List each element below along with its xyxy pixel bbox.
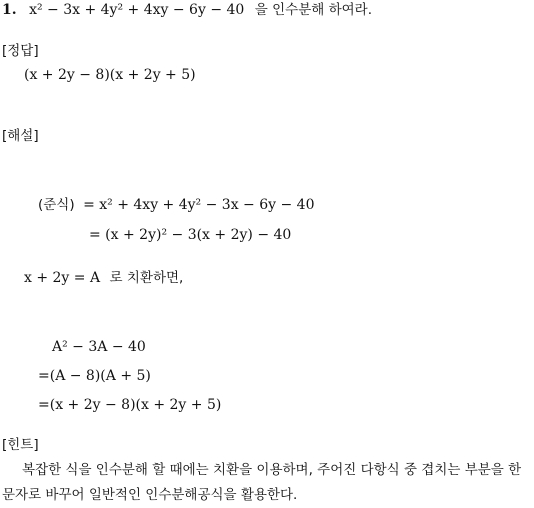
sub-line-2: =(A − 8)(A + 5)	[38, 368, 151, 384]
explanation-step1	[38, 195, 315, 215]
problem-instruction: 을 인수분해 하여라.	[254, 2, 372, 18]
sub-line-3: =(x + 2y − 8)(x + 2y + 5)	[38, 397, 222, 413]
problem-line	[2, 0, 372, 20]
hint-label: [힌트]	[2, 437, 39, 453]
step1-rhs: = x² + 4xy + 4y² − 3x − 6y − 40	[83, 197, 315, 213]
hint-text: 복잡한 식을 인수분해 할 때에는 치환을 이용하며, 주어진 다항식 중 겹치는 부분을 한 문자로 바꾸어 일반적인 인수분해공식을 활용한다.	[2, 462, 522, 503]
answer-value: (x + 2y − 8)(x + 2y + 5)	[24, 67, 196, 83]
problem-number: 1.	[2, 2, 17, 18]
substitution-line	[24, 268, 183, 288]
sub-line-1: A² − 3A − 40	[52, 339, 146, 355]
answer-label: [정답]	[2, 43, 39, 59]
problem-expression: x² − 3x + 4y² + 4xy − 6y − 40	[29, 2, 245, 18]
explanation-step2: = (x + 2y)² − 3(x + 2y) − 40	[89, 227, 292, 243]
step1-prefix: (준식)	[38, 197, 75, 213]
explanation-label: [해설]	[2, 128, 39, 144]
substitution-math: x + 2y = A	[24, 270, 101, 286]
substitution-text: 로 치환하면,	[109, 270, 184, 286]
